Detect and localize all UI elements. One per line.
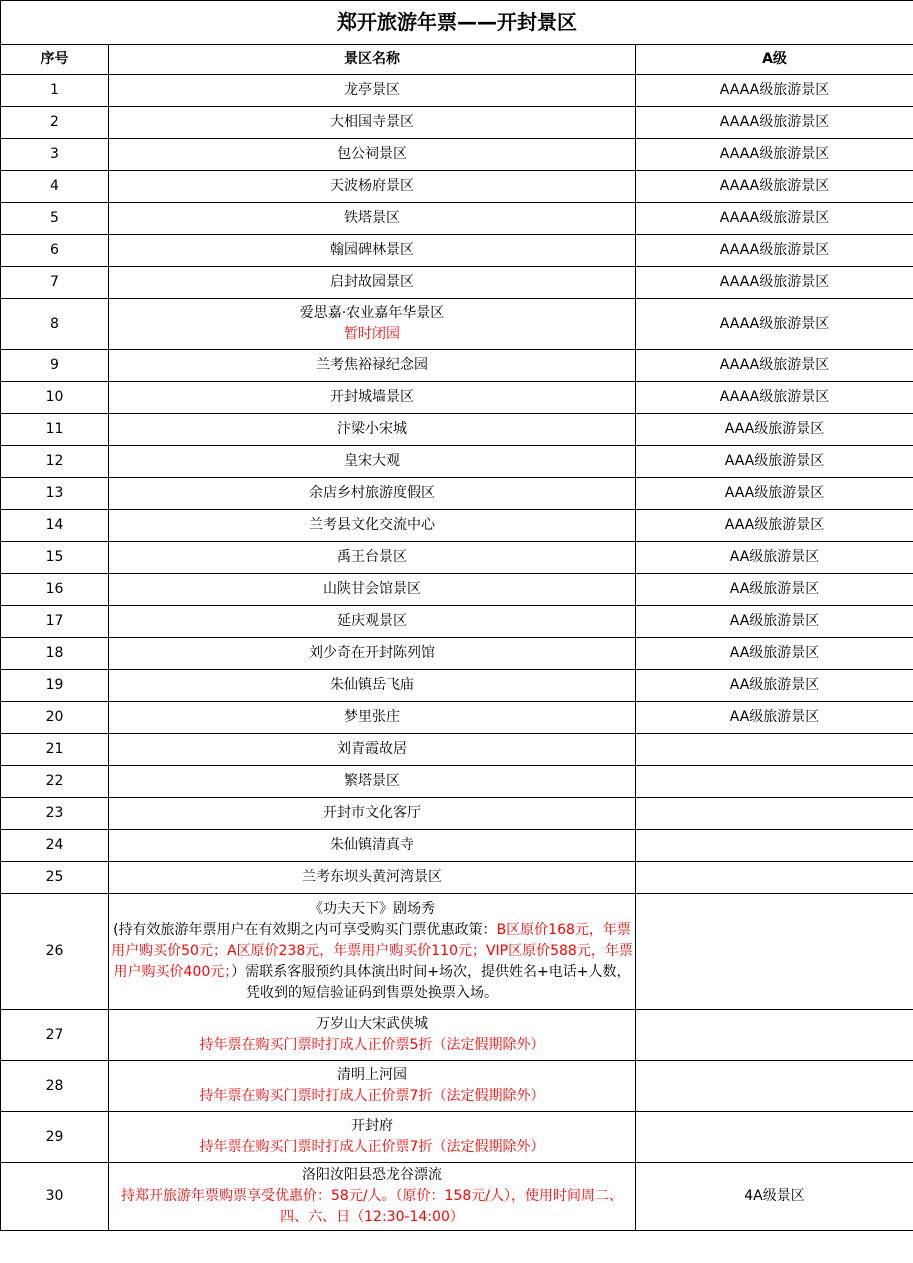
a-level: AAAA级旅游景区 [636,267,913,299]
table-row [1,478,913,510]
row-number: 4 [1,171,109,203]
a-level [636,894,913,1010]
scenic-name: 天波杨府景区 [330,178,414,194]
row-number: 23 [1,798,109,830]
scenic-name: 兰考东坝头黄河湾景区 [302,869,442,885]
note-instructions: ）需联系客服预约具体演出时间+场次，提供姓名+电话+人数，凭收到的短信验证码到售票处换票入场。 [231,964,631,1001]
scenic-name-cell [109,139,636,171]
a-level: AAA级旅游景区 [636,478,913,510]
table-row [1,299,913,350]
a-level: AAAA级旅游景区 [636,107,913,139]
table-row [1,510,913,542]
scenic-name-cell [109,574,636,606]
row-number: 11 [1,414,109,446]
scenic-name-cell [109,1061,636,1112]
table-row [1,1010,913,1061]
a-level [636,1010,913,1061]
a-level: AAAA级旅游景区 [636,235,913,267]
scenic-name: 清明上河园 [337,1067,407,1083]
table-row [1,542,913,574]
scenic-name-cell [109,510,636,542]
a-level: AAA级旅游景区 [636,446,913,478]
row-number: 17 [1,606,109,638]
row-number: 14 [1,510,109,542]
scenic-name-cell [109,766,636,798]
scenic-name: 洛阳汝阳县恐龙谷漂流 [302,1167,442,1183]
a-level: AAAA级旅游景区 [636,299,913,350]
scenic-name-cell [109,862,636,894]
table-row [1,203,913,235]
a-level: AA级旅游景区 [636,638,913,670]
row-number: 12 [1,446,109,478]
table-row [1,734,913,766]
scenic-name: 延庆观景区 [337,613,407,629]
scenic-name: 爱思嘉·农业嘉年华景区 [299,305,445,321]
a-level [636,734,913,766]
row-number: 27 [1,1010,109,1061]
table-row [1,414,913,446]
row-number: 30 [1,1163,109,1231]
row-number: 1 [1,75,109,107]
scenic-name-cell [109,267,636,299]
scenic-name-cell [109,606,636,638]
scenic-note [111,920,633,1004]
scenic-name-cell [109,235,636,267]
table-row [1,798,913,830]
table-row [1,446,913,478]
row-number: 6 [1,235,109,267]
a-level [636,1112,913,1163]
scenic-name-cell [109,1010,636,1061]
a-level: AAAA级旅游景区 [636,382,913,414]
row-number: 10 [1,382,109,414]
scenic-name: 包公祠景区 [337,146,407,162]
scenic-name: 大相国寺景区 [330,114,414,130]
page-title: 郑开旅游年票——开封景区 [1,1,913,45]
scenic-note: 暂时闭园 [344,326,400,342]
table-row [1,1112,913,1163]
scenic-name: 汴梁小宋城 [337,421,407,437]
scenic-name: 兰考焦裕禄纪念园 [316,357,428,373]
title-row [1,1,913,45]
a-level [636,798,913,830]
a-level: AAA级旅游景区 [636,510,913,542]
header-row [1,45,913,75]
scenic-name: 《功夫天下》剧场秀 [309,901,435,917]
scenic-name: 开封市文化客厅 [323,805,421,821]
a-level: AA级旅游景区 [636,574,913,606]
scenic-name-cell [109,107,636,139]
scenic-name-cell [109,734,636,766]
a-level: AA级旅游景区 [636,702,913,734]
row-number: 7 [1,267,109,299]
scenic-name: 朱仙镇岳飞庙 [330,677,414,693]
table-row [1,267,913,299]
scenic-name: 开封城墙景区 [330,389,414,405]
row-number: 20 [1,702,109,734]
table-row [1,894,913,1010]
table-row [1,862,913,894]
scenic-name-cell [109,299,636,350]
scenic-name-cell [109,75,636,107]
scenic-name-cell [109,798,636,830]
table-row [1,107,913,139]
a-level: AAA级旅游景区 [636,414,913,446]
scenic-name: 朱仙镇清真寺 [330,837,414,853]
row-number: 16 [1,574,109,606]
a-level: AAAA级旅游景区 [636,350,913,382]
scenic-name-cell [109,830,636,862]
a-level: AAAA级旅游景区 [636,203,913,235]
scenic-note: 持年票在购买门票时打成人正价票5折（法定假期除外） [199,1037,545,1053]
row-number: 19 [1,670,109,702]
header-no: 序号 [1,45,109,75]
scenic-note: 持年票在购买门票时打成人正价票7折（法定假期除外） [199,1139,545,1155]
table-row [1,766,913,798]
scenic-name-cell [109,702,636,734]
scenic-name: 万岁山大宋武侠城 [316,1016,428,1032]
scenic-name-cell [109,894,636,1010]
scenic-name: 山陕甘会馆景区 [323,581,421,597]
table-row [1,171,913,203]
scenic-name: 开封府 [351,1118,393,1134]
table-row [1,638,913,670]
table-row [1,382,913,414]
table-row [1,830,913,862]
a-level [636,862,913,894]
row-number: 9 [1,350,109,382]
scenic-name: 铁塔景区 [344,210,400,226]
a-level: AAAA级旅游景区 [636,171,913,203]
row-number: 24 [1,830,109,862]
a-level [636,1061,913,1112]
row-number: 26 [1,894,109,1010]
table-row [1,350,913,382]
a-level [636,766,913,798]
note-intro: (持有效旅游年票用户在有效期之内可享受购买门票优惠政策： [113,922,497,938]
a-level: AA级旅游景区 [636,542,913,574]
table-row [1,1163,913,1231]
scenic-name: 刘少奇在开封陈列馆 [309,645,435,661]
scenic-name: 龙亭景区 [344,82,400,98]
row-number: 13 [1,478,109,510]
row-number: 3 [1,139,109,171]
scenic-name-cell [109,478,636,510]
scenic-name-cell [109,638,636,670]
table-row [1,139,913,171]
table-row [1,1061,913,1112]
scenic-name-cell [109,542,636,574]
a-level: AAAA级旅游景区 [636,139,913,171]
scenic-note: 持郑开旅游年票购票享受优惠价：58元/人。（原价：158元/人），使用时间周二、四、六、日（12:30-14:00） [121,1188,623,1225]
scenic-name: 兰考县文化交流中心 [309,517,435,533]
a-level: AAAA级旅游景区 [636,75,913,107]
row-number: 2 [1,107,109,139]
table-row [1,670,913,702]
row-number: 21 [1,734,109,766]
table-row [1,606,913,638]
table-row [1,75,913,107]
scenic-name: 余店乡村旅游度假区 [309,485,435,501]
scenic-name-cell [109,414,636,446]
a-level: 4A级景区 [636,1163,913,1231]
a-level [636,830,913,862]
table-row [1,235,913,267]
scenic-name: 启封故园景区 [330,274,414,290]
table-row [1,702,913,734]
row-number: 29 [1,1112,109,1163]
row-number: 8 [1,299,109,350]
scenic-name: 皇宋大观 [344,453,400,469]
a-level: AA级旅游景区 [636,606,913,638]
scenic-name-cell [109,670,636,702]
scenic-name-cell [109,1112,636,1163]
row-number: 15 [1,542,109,574]
scenic-name: 梦里张庄 [344,709,400,725]
scenic-name: 翰园碑林景区 [330,242,414,258]
scenic-name-cell [109,350,636,382]
row-number: 25 [1,862,109,894]
scenic-name: 繁塔景区 [344,773,400,789]
row-number: 18 [1,638,109,670]
scenic-name-cell [109,1163,636,1231]
scenic-name: 刘青霞故居 [337,741,407,757]
header-name: 景区名称 [109,45,636,75]
row-number: 28 [1,1061,109,1112]
scenic-name: 禹王台景区 [337,549,407,565]
note-prices: B区原价168元，年票用户购买价50元；A区原价238元，年票用户购买价110元；VIP区原价588元，年票用户购买价400元； [111,922,633,980]
scenic-name-cell [109,382,636,414]
table-row [1,574,913,606]
row-number: 5 [1,203,109,235]
scenic-name-cell [109,203,636,235]
scenic-name-cell [109,171,636,203]
a-level: AA级旅游景区 [636,670,913,702]
header-level: A级 [636,45,913,75]
scenic-name-cell [109,446,636,478]
scenic-note: 持年票在购买门票时打成人正价票7折（法定假期除外） [199,1088,545,1104]
row-number: 22 [1,766,109,798]
